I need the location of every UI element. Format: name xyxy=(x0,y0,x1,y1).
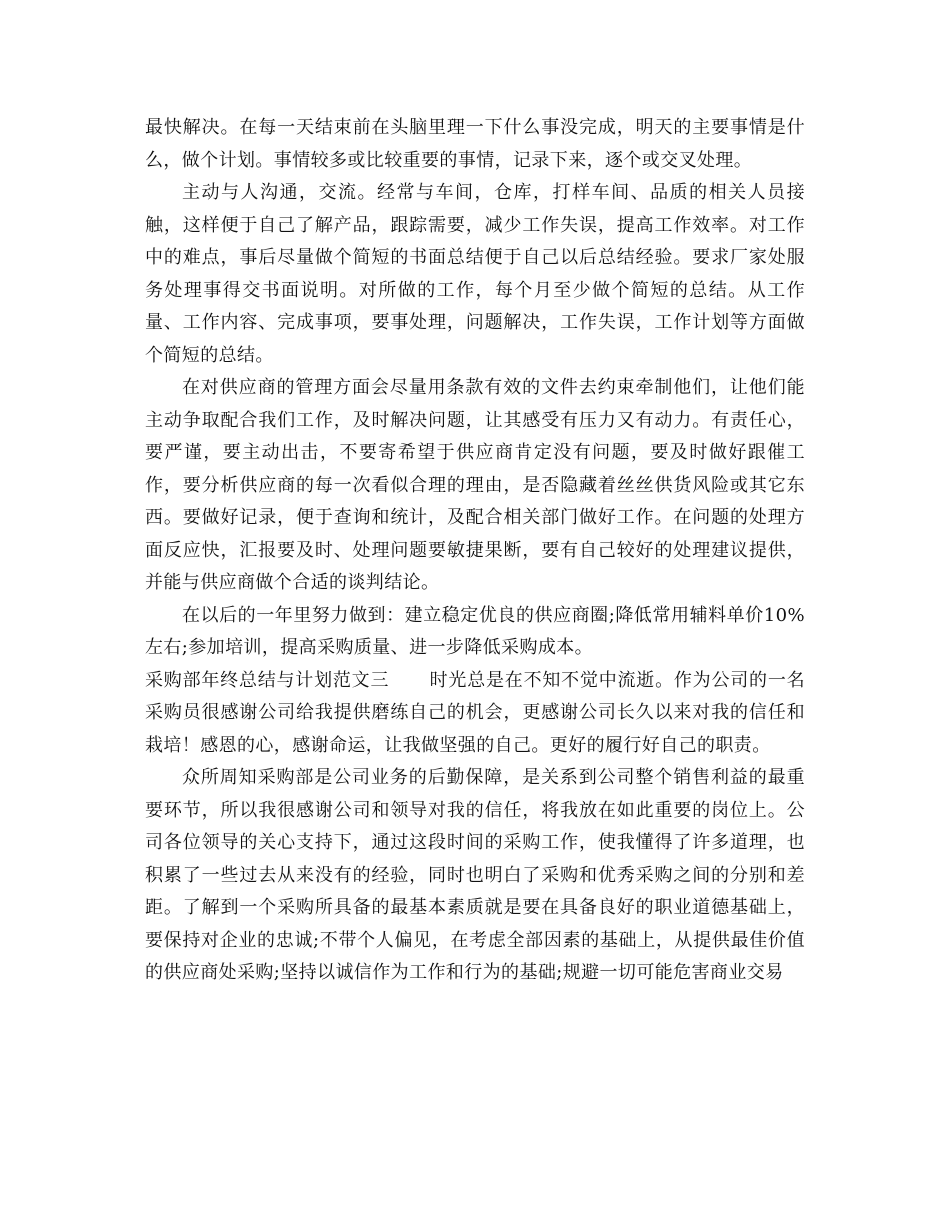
paragraph-2: 主动与人沟通，交流。经常与车间，仓库，打样车间、品质的相关人员接触，这样便于自己了解产品，跟踪需要，减少工作失误，提高工作效率。对工作中的难点，事后尽量做个简短的书面总结便于自己以后总结经验。要求厂家处服务处理事得交书面说明。对所做的工作，每个月至少做个简短的总结。从工作量、工作内容、完成事项，要事处理，问题解决，工作失误，工作计划等方面做个简短的总结。 xyxy=(145,182,805,366)
paragraph-5-text: 时光总是在不知不觉中流逝。作为公司的一名采购员很感谢公司给我提供磨练自己的机会，更感谢公司长久以来对我的信任和栽培！感恩的心，感谢命运，让我做坚强的自己。更好的履行好自己的职责。 xyxy=(145,669,806,756)
paragraph-1: 最快解决。在每一天结束前在头脑里理一下什么事没完成，明天的主要事情是什么，做个计划。事情较多或比较重要的事情，记录下来，逐个或交叉处理。 xyxy=(145,117,805,171)
paragraph-4: 在以后的一年里努力做到：建立稳定优良的供应商圈;降低常用辅料单价10%左右;参加培训，提高采购质量、进一步降低采购成本。 xyxy=(145,604,805,658)
paragraph-6: 众所周知采购部是公司业务的后勤保障，是关系到公司整个销售利益的最重要环节，所以我很感谢公司和领导对我的信任，将我放在如此重要的岗位上。公司各位领导的关心支持下，通过这段时间的采购工作，使我懂得了许多道理，也积累了一些过去从来没有的经验，同时也明白了采购和优秀采购之间的分别和差距。了解到一个采购所具备的最基本素质就是要在具备良好的职业道德基础上，要保持对企业的忠诚;不带个人偏见，在考虑全部因素的基础上，从提供最佳价值的供应商处采购;坚持以诚信作为工作和行为的基础;规避一切可能危害商业交易 xyxy=(145,767,805,983)
paragraph-5 xyxy=(145,665,805,763)
paragraph-3: 在对供应商的管理方面会尽量用条款有效的文件去约束牵制他们，让他们能主动争取配合我们工作，及时解决问题，让其感受有压力又有动力。有责任心，要严谨，要主动出击，不要寄希望于供应商肯定没有问题，要及时做好跟催工作，要分析供应商的每一次看似合理的理由，是否隐藏着丝丝供货风险或其它东西。要做好记录，便于查询和统计，及配合相关部门做好工作。在问题的处理方面反应快，汇报要及时、处理问题要敏捷果断，要有自己较好的处理建议提供，并能与供应商做个合适的谈判结论。 xyxy=(145,377,805,593)
section-heading: 采购部年终总结与计划范文三 xyxy=(145,669,390,691)
document-body xyxy=(145,112,805,990)
